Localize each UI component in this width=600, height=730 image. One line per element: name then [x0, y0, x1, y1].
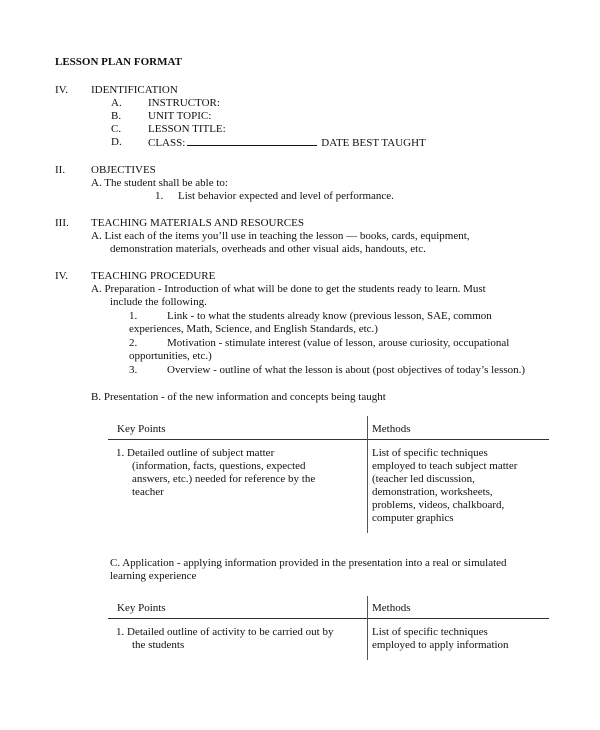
- class-label: CLASS:: [148, 137, 186, 149]
- preparation-line: A. Preparation - Introduction of what will be done to get the students ready to learn. Must: [91, 283, 486, 295]
- key-point-text: answers, etc.) needed for reference by the: [132, 473, 316, 485]
- objective-a: A. The student shall be able to:: [91, 177, 228, 189]
- section-heading: TEACHING PROCEDURE: [91, 270, 216, 282]
- link-text: Link - to what the students already know (previous lesson, SAE, common: [167, 310, 492, 322]
- sub-number: 1.: [155, 190, 164, 202]
- motivation-text: Motivation - stimulate interest (value of lesson, arouse curiosity, occupational: [167, 337, 510, 349]
- key-point-text: 1. Detailed outline of activity to be carried out by: [116, 626, 334, 638]
- method-text: computer graphics: [372, 512, 454, 524]
- table-column-divider: [367, 596, 368, 660]
- link-text: experiences, Math, Science, and English Standards, etc.): [129, 323, 378, 335]
- date-best-taught-label: DATE BEST TAUGHT: [321, 137, 426, 149]
- methods-header: Methods: [372, 423, 411, 435]
- class-line: [148, 135, 426, 150]
- section-heading: TEACHING MATERIALS AND RESOURCES: [91, 217, 304, 229]
- section-number: III.: [55, 217, 69, 229]
- method-text: employed to apply information: [372, 639, 509, 651]
- sub-number: 2.: [129, 337, 138, 349]
- unit-topic-label: UNIT TOPIC:: [148, 110, 212, 122]
- method-text: demonstration, worksheets,: [372, 486, 493, 498]
- item-letter: C.: [111, 123, 122, 135]
- section-number: IV.: [55, 84, 68, 96]
- presentation-line: B. Presentation - of the new information and concepts being taught: [91, 391, 386, 403]
- key-points-header: Key Points: [117, 602, 166, 614]
- overview-text: Overview - outline of what the lesson is about (post objectives of today’s lesson.): [167, 364, 526, 376]
- method-text: (teacher led discussion,: [372, 473, 475, 485]
- method-text: employed to teach subject matter: [372, 460, 518, 472]
- instructor-label: INSTRUCTOR:: [148, 97, 220, 109]
- objective-sub-text: List behavior expected and level of performance.: [178, 190, 394, 202]
- class-blank-line: [187, 135, 317, 146]
- methods-header: Methods: [372, 602, 411, 614]
- method-text: problems, videos, chalkboard,: [372, 499, 505, 511]
- application-line: learning experience: [110, 570, 197, 582]
- lesson-title-label: LESSON TITLE:: [148, 123, 226, 135]
- preparation-line: include the following.: [110, 296, 207, 308]
- item-letter: D.: [111, 136, 122, 148]
- section-number: II.: [55, 164, 66, 176]
- key-point-text: (information, facts, questions, expected: [132, 460, 306, 472]
- application-line: C. Application - applying information provided in the presentation into a real or simulated: [110, 557, 507, 569]
- section-heading: OBJECTIVES: [91, 164, 156, 176]
- section-heading: IDENTIFICATION: [91, 84, 178, 96]
- key-point-text: the students: [132, 639, 185, 651]
- section-number: IV.: [55, 270, 68, 282]
- method-text: List of specific techniques: [372, 447, 488, 459]
- item-letter: A.: [111, 97, 122, 109]
- item-letter: B.: [111, 110, 122, 122]
- key-points-header: Key Points: [117, 423, 166, 435]
- key-point-text: 1. Detailed outline of subject matter: [116, 447, 275, 459]
- method-text: List of specific techniques: [372, 626, 488, 638]
- materials-line: demonstration materials, overheads and other visual aids, handouts, etc.: [110, 243, 426, 255]
- motivation-text: opportunities, etc.): [129, 350, 212, 362]
- document-title: LESSON PLAN FORMAT: [55, 56, 182, 68]
- table-column-divider: [367, 416, 368, 533]
- materials-line: A. List each of the items you’ll use in teaching the lesson — books, cards, equipment,: [91, 230, 470, 242]
- table-header-rule: [108, 439, 549, 440]
- sub-number: 3.: [129, 364, 138, 376]
- key-point-text: teacher: [132, 486, 164, 498]
- sub-number: 1.: [129, 310, 138, 322]
- table-header-rule: [108, 618, 549, 619]
